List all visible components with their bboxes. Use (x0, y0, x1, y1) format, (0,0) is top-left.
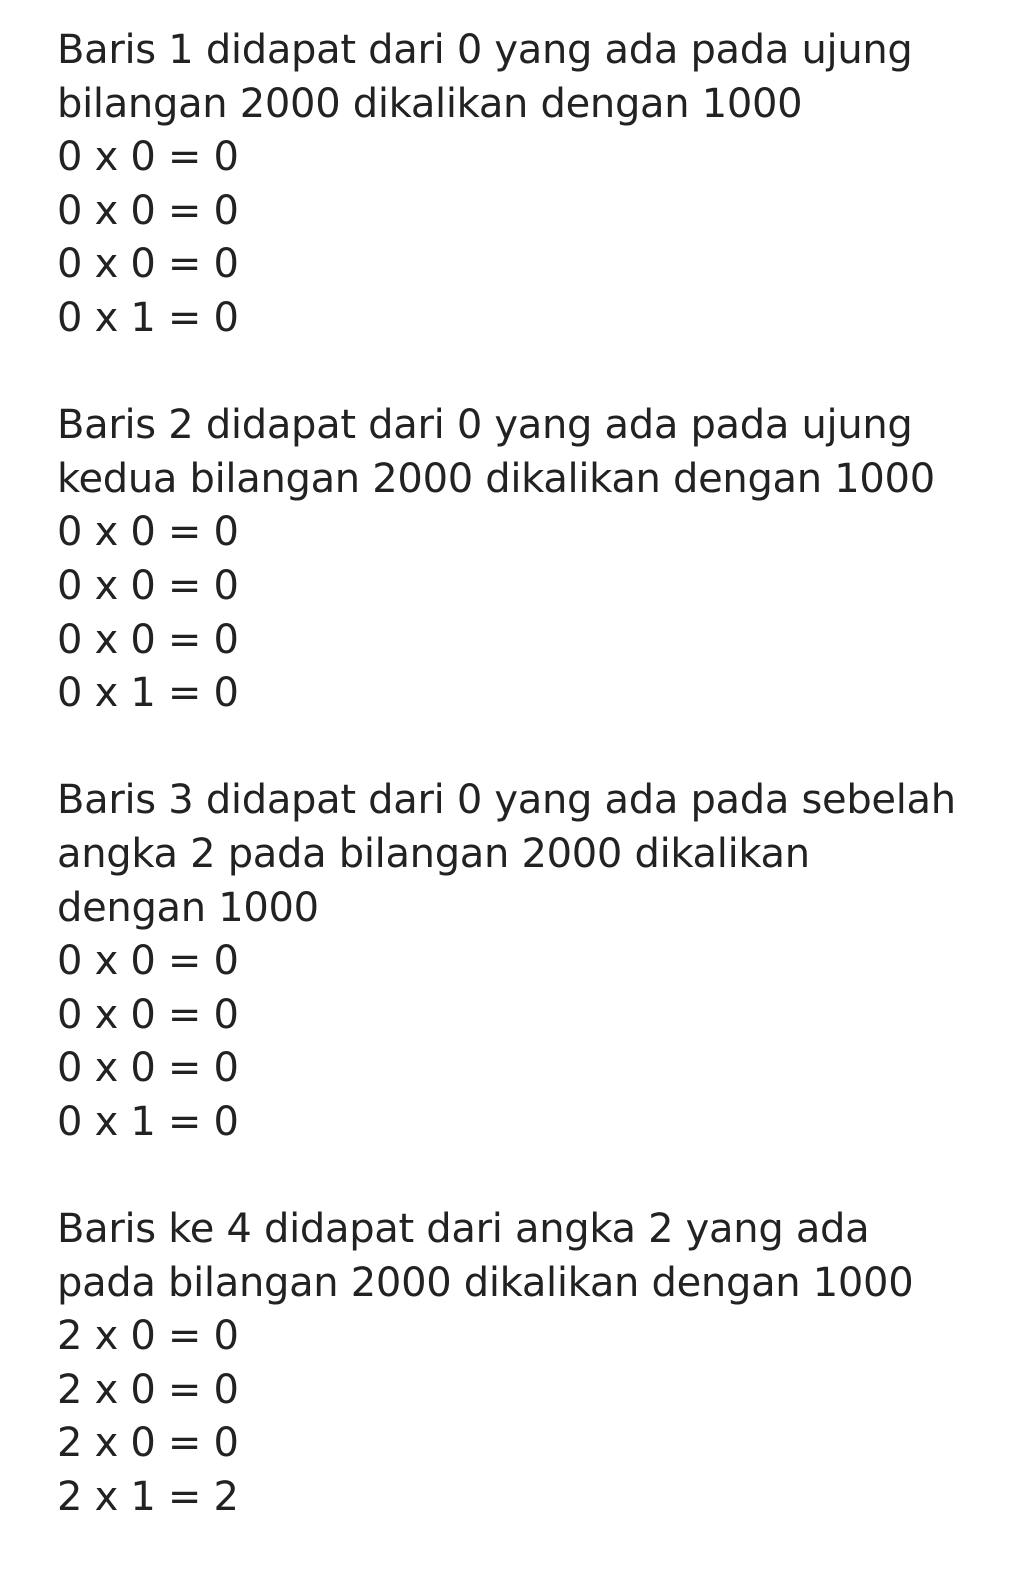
equation-line: 0 x 1 = 0 (57, 670, 239, 717)
section-heading-line: Baris 1 didapat dari 0 yang ada pada ujung (57, 27, 913, 73)
equation-line: 0 x 0 = 0 (57, 134, 239, 181)
document-body (57, 24, 997, 1525)
equation-line: 0 x 1 = 0 (57, 294, 239, 341)
equation-line: 0 x 0 = 0 (57, 241, 239, 288)
equation-line: 2 x 1 = 2 (57, 1474, 239, 1521)
equation-line: 0 x 0 = 0 (57, 991, 239, 1038)
equation-line: 0 x 0 = 0 (57, 616, 239, 663)
section-heading-line: kedua bilangan 2000 dikalikan dengan 1000 (57, 455, 935, 502)
section-heading-line: Baris 3 didapat dari 0 yang ada pada sebelah (57, 777, 956, 824)
equation-line: 2 x 0 = 0 (57, 1313, 239, 1360)
equation-line: 0 x 0 = 0 (57, 562, 239, 609)
equation-line: 0 x 0 = 0 (57, 938, 239, 985)
section-baris-4 (57, 1203, 997, 1525)
equation-line: 0 x 0 = 0 (57, 187, 239, 234)
section-heading-line: angka 2 pada bilangan 2000 dikalikan (57, 830, 810, 877)
section-heading-line: bilangan 2000 dikalikan dengan 1000 (57, 80, 803, 127)
equation-line: 2 x 0 = 0 (57, 1420, 239, 1467)
section-heading-line: Baris 2 didapat dari 0 yang ada pada ujung (57, 402, 913, 449)
equation-line: 0 x 0 = 0 (57, 509, 239, 556)
section-heading-line: pada bilangan 2000 dikalikan dengan 1000 (57, 1259, 914, 1306)
section-baris-2 (57, 399, 997, 721)
section-heading-line: dengan 1000 (57, 884, 319, 931)
equation-line: 0 x 1 = 0 (57, 1098, 239, 1145)
equation-line: 0 x 0 = 0 (57, 1045, 239, 1092)
section-baris-1 (57, 24, 997, 346)
section-baris-3 (57, 774, 997, 1149)
equation-line: 2 x 0 = 0 (57, 1366, 239, 1413)
section-heading-line: Baris ke 4 didapat dari angka 2 yang ada (57, 1206, 870, 1253)
